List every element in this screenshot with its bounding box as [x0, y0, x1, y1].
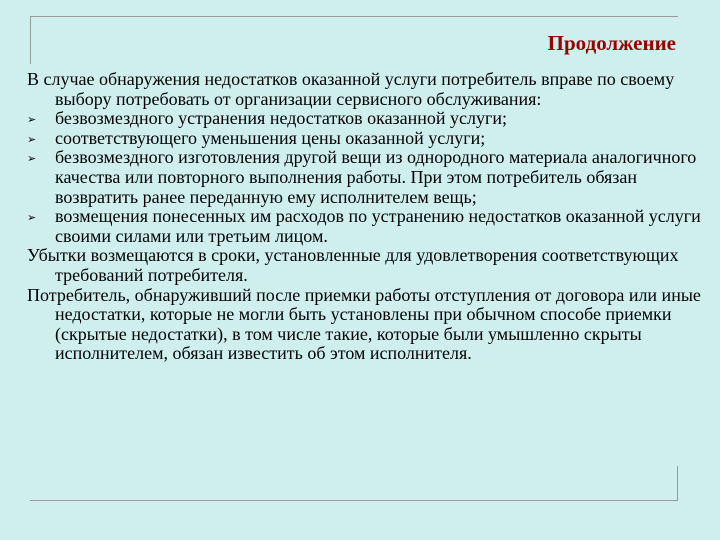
hidden-defects-paragraph: Потребитель, обнаруживший после приемки работы отступления от договора или иные недостатки, которые не могли быть установлены при обычном способе приемки (скрытые недостатки), в том числе такие, которые были умышленно скрыты исполнителем, обязан известить об этом исполнителя. — [27, 284, 701, 364]
frame-right-line — [677, 466, 678, 501]
list-item-text: возмещения понесенных им расходов по устранению недостатков оказанной услуги своими силами или третьим лицом. — [55, 206, 701, 246]
frame-left-line — [30, 16, 31, 64]
list-item-text: безвозмездного изготовления другой вещи из однородного материала аналогичного качества или повторного выполнения работы. При этом потребитель обязан возвратить ранее переданную ему исполнителем вещь; — [55, 147, 697, 207]
damages-paragraph: Убытки возмещаются в сроки, установленные для удовлетворения соответствующих требований потребителя. — [27, 245, 679, 285]
intro-paragraph: В случае обнаружения недостатков оказанной услуги потребитель вправе по своему выбору потребовать от организации сервисного обслуживания: — [27, 69, 675, 109]
arrow-bullet-icon: ➢ — [27, 113, 37, 127]
frame-bottom-line — [30, 500, 678, 501]
frame-top-line — [30, 16, 678, 17]
list-item — [27, 207, 703, 246]
list-item — [27, 129, 703, 149]
arrow-bullet-icon: ➢ — [27, 211, 37, 225]
slide-body — [27, 70, 703, 364]
list-item-text: соответствующего уменьшения цены оказанной услуги; — [55, 127, 486, 148]
list-item-text: безвозмездного устранения недостатков оказанной услуги; — [55, 108, 508, 129]
list-item — [27, 109, 703, 129]
arrow-bullet-icon: ➢ — [27, 152, 37, 166]
slide-title: Продолжение — [547, 31, 676, 55]
list-item — [27, 148, 703, 207]
arrow-bullet-icon: ➢ — [27, 132, 37, 146]
